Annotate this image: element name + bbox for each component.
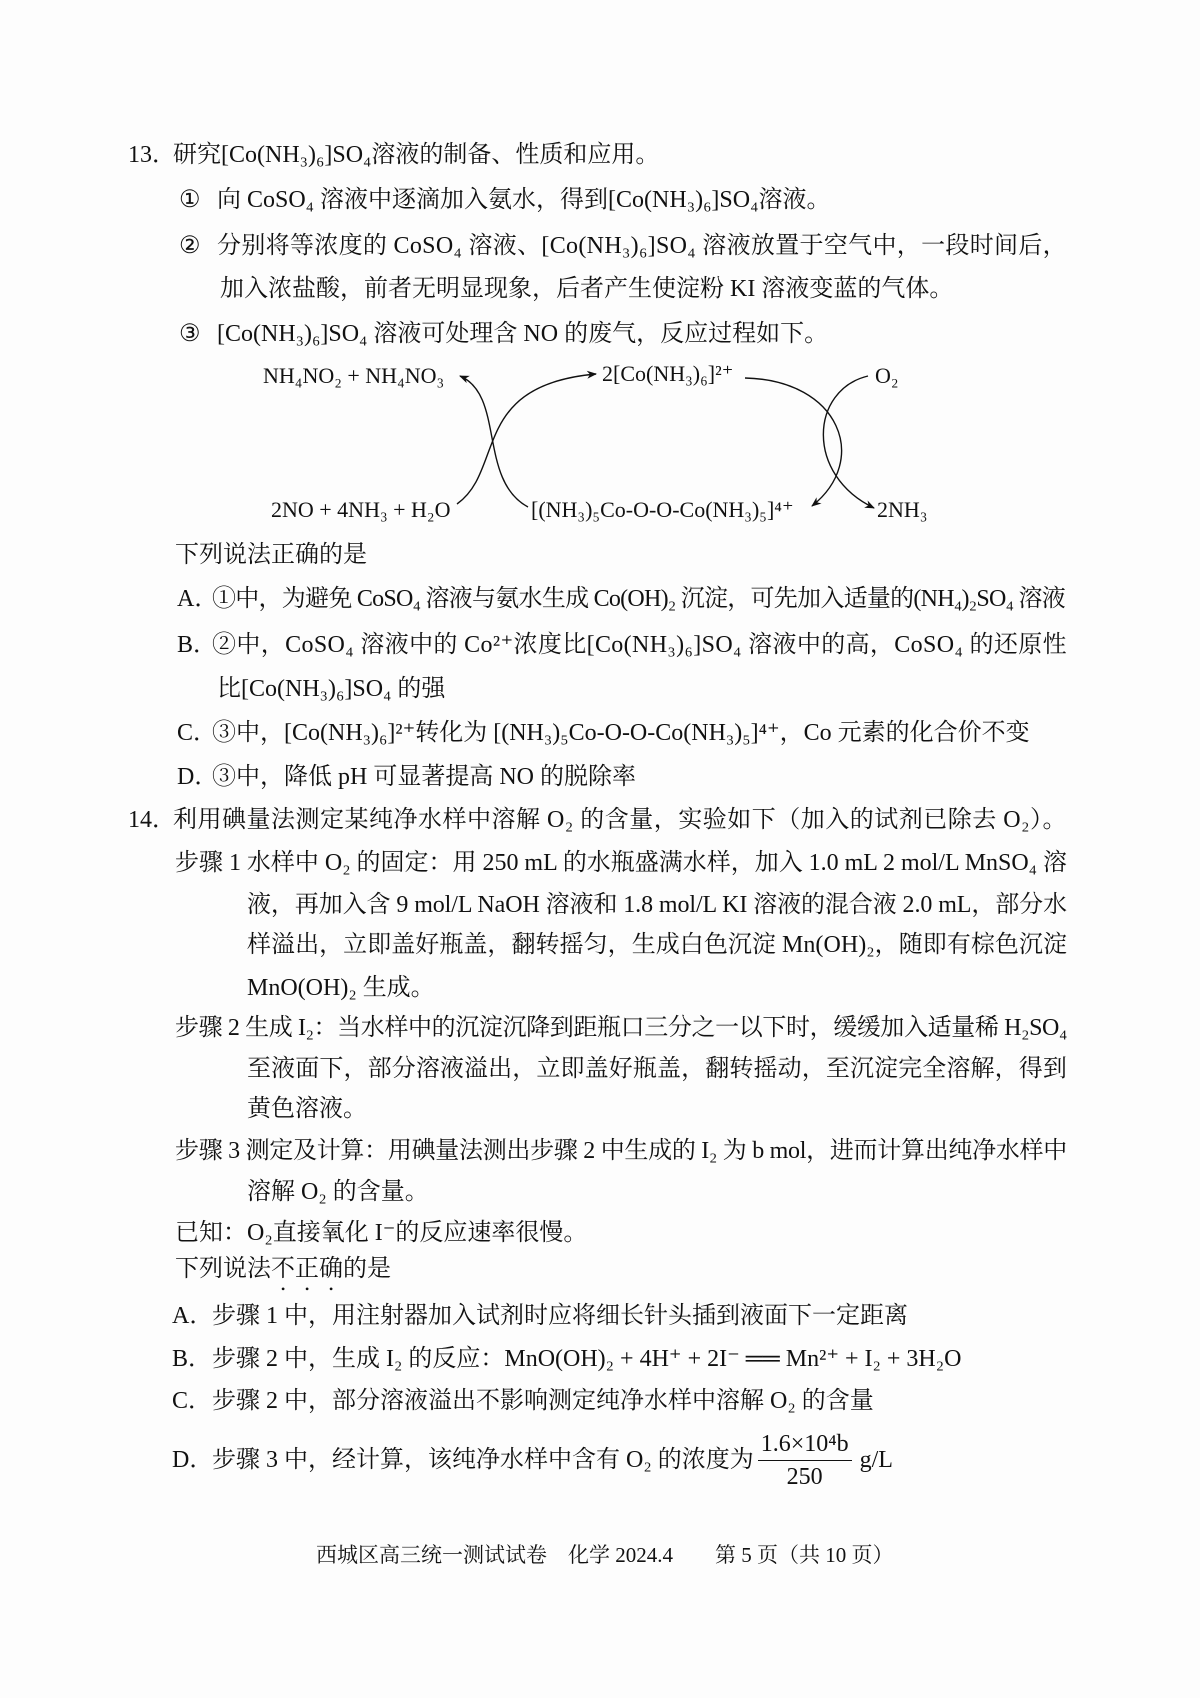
diagram-peroxo-complex-label: [(NH₃)₅Co-O-O-Co(NH₃)₅]⁴⁺: [531, 497, 794, 522]
option-label: A．: [172, 1303, 214, 1329]
diagram-ammonia-label: 2NH₃: [877, 497, 928, 522]
q13-option-b: [177, 630, 1067, 660]
q14-prompt: [175, 1254, 391, 1284]
q14-step-3-line-1: [175, 1136, 1067, 1166]
diagram-reactants-label: 2NO + 4NH₃ + H₂O: [271, 497, 451, 522]
q14-step-1-line-2: [247, 890, 1067, 920]
circled-2-mark: ②: [179, 233, 201, 259]
diagram-oxygen-label: O₂: [875, 363, 899, 388]
q13-step-2-continued: [220, 274, 953, 304]
q14-stem-line: [128, 805, 1067, 835]
q14-step-1-line-4: [247, 973, 435, 1003]
q13-step-1-text: 向 CoSO₄ 溶液中逐滴加入氨水，得到[Co(NH₃)₆]SO₄溶液。: [217, 187, 831, 213]
prompt-text: 的是: [343, 1256, 391, 1282]
step-text: 溶解 O₂ 的含量。: [247, 1179, 429, 1205]
prompt-text: 下列说法: [175, 1256, 271, 1282]
circled-3-mark: ③: [179, 321, 201, 347]
option-text: 步骤 3 中，经计算，该纯净水样中含有 O₂ 的浓度为: [212, 1447, 754, 1473]
q13-option-b-continued: [217, 674, 445, 704]
q14-step-2-line-3: [247, 1094, 367, 1124]
concentration-unit: g/L: [859, 1447, 893, 1473]
known-note-text: 已知：O₂直接氧化 I⁻的反应速率很慢。: [175, 1220, 588, 1246]
arrow-peroxo-to-ammonium-salts: [460, 376, 528, 507]
q13-prompt: [175, 540, 367, 570]
q13-step-2-text-cont: 加入浓盐酸，前者无明显现象，后者产生使淀粉 KI 溶液变蓝的气体。: [220, 276, 954, 302]
q14-option-c: [172, 1386, 874, 1416]
step-text: 样溢出，立即盖好瓶盖，翻转摇匀，生成白色沉淀 Mn(OH)₂，随即有棕色沉淀: [247, 932, 1067, 958]
q13-prompt-text: 下列说法正确的是: [175, 542, 367, 568]
q13-step-2: [179, 231, 1067, 261]
q14-number: 14．: [128, 807, 176, 833]
step-text: 至液面下，部分溶液溢出，立即盖好瓶盖，翻转摇动，至沉淀完全溶解，得到: [247, 1056, 1067, 1082]
q13-step-1: [179, 185, 830, 215]
option-text: ③中，降低 pH 可显著提高 NO 的脱除率: [212, 764, 636, 790]
option-text: ③中，[Co(NH₃)₆]²⁺转化为 [(NH₃)₅Co-O-O-Co(NH₃)₅]⁴⁺，Co 元素的化合价不变: [212, 720, 1030, 746]
prompt-emphasis: 不正确: [271, 1256, 343, 1282]
step-text: 步骤 1 水样中 O₂ 的固定：用 250 mL 的水瓶盛满水样，加入 1.0 mL 2 mol/L MnSO₄ 溶: [175, 850, 1067, 876]
option-label: D．: [172, 1447, 214, 1473]
concentration-fraction: [758, 1430, 852, 1491]
option-label: B．: [172, 1346, 213, 1372]
fraction-denominator: 250: [786, 1463, 823, 1490]
option-text: 步骤 2 中，部分溶液溢出不影响测定纯净水样中溶解 O₂ 的含量: [212, 1388, 874, 1414]
option-label: B．: [177, 632, 218, 658]
page-footer: 西城区高三统一测试试卷 化学 2024.4 第 5 页（共 10 页）: [316, 1543, 894, 1567]
circled-1-mark: ①: [179, 187, 201, 213]
step-text: MnO(OH)₂ 生成。: [247, 975, 435, 1001]
q14-step-2-line-2: [247, 1054, 1067, 1084]
q14-step-3-line-2: [247, 1177, 429, 1207]
option-label: C．: [172, 1388, 213, 1414]
step-text: 步骤 2 生成 I₂：当水样中的沉淀沉降到距瓶口三分之一以下时，缓缓加入适量稀 H₂SO₄: [175, 1015, 1067, 1041]
q14-step-1-line-3: [247, 930, 1067, 960]
option-text-cont: 比[Co(NH₃)₆]SO₄ 的强: [217, 676, 446, 702]
q13-step-2-text: 分别将等浓度的 CoSO₄ 溶液、[Co(NH₃)₆]SO₄ 溶液放置于空气中，一段时间后，: [217, 233, 1067, 259]
q14-option-a: [172, 1301, 908, 1331]
q13-number: 13．: [128, 142, 176, 168]
q13-option-c: [177, 718, 1030, 748]
q13-stem: 研究[Co(NH₃)₆]SO₄溶液的制备、性质和应用。: [173, 142, 660, 168]
q13-step-3-text: [Co(NH₃)₆]SO₄ 溶液可处理含 NO 的废气，反应过程如下。: [217, 321, 829, 347]
option-label: C．: [177, 720, 218, 746]
option-text: ②中，CoSO₄ 溶液中的 Co²⁺浓度比[Co(NH₃)₆]SO₄ 溶液中的高，CoSO₄ 的还原性: [212, 632, 1067, 658]
step-text: 液，再加入含 9 mol/L NaOH 溶液和 1.8 mol/L KI 溶液的混合液 2.0 mL，部分水: [247, 892, 1067, 918]
option-text: 步骤 2 中，生成 I₂ 的反应：MnO(OH)₂ + 4H⁺ + 2I⁻ ══ Mn²⁺ + I₂ + 3H₂O: [212, 1346, 962, 1372]
step-text: 黄色溶液。: [247, 1096, 367, 1122]
reaction-cycle-diagram: [0, 350, 1200, 535]
arrow-cobalt-complex-to-peroxo: [745, 378, 842, 506]
q14-step-1-line-1: [175, 848, 1067, 878]
arrow-no-to-cobalt-complex: [457, 374, 596, 504]
option-text: ①中，为避免 CoSO₄ 溶液与氨水生成 Co(OH)₂ 沉淀，可先加入适量的(NH₄)₂SO₄ 溶液: [212, 586, 1065, 612]
q14-stem: 利用碘量法测定某纯净水样中溶解 O₂ 的含量，实验如下（加入的试剂已除去 O₂）。: [173, 807, 1067, 833]
option-text: 步骤 1 中，用注射器加入试剂时应将细长针头插到液面下一定距离: [212, 1303, 908, 1329]
q13-stem-line: [128, 140, 659, 170]
q14-known-note: [175, 1218, 587, 1248]
q13-option-d: [177, 762, 636, 792]
option-label: D．: [177, 764, 219, 790]
q13-step-3: [179, 319, 828, 349]
step-text: 步骤 3 测定及计算：用碘量法测出步骤 2 中生成的 I₂ 为 b mol，进而计算出纯净水样中: [175, 1138, 1067, 1164]
q14-option-d: [172, 1425, 893, 1495]
fraction-numerator: 1.6×10⁴b: [758, 1430, 852, 1461]
q13-option-a: [177, 584, 1065, 614]
diagram-cobalt-complex-label: 2[Co(NH₃)₆]²⁺: [602, 361, 734, 386]
diagram-ammonium-salts-label: NH₄NO₂ + NH₄NO₃: [263, 363, 445, 388]
arrow-oxygen-to-ammonia: [823, 376, 874, 508]
q14-step-2-line-1: [175, 1013, 1067, 1043]
option-label: A．: [177, 586, 219, 612]
q14-option-b: [172, 1344, 961, 1374]
